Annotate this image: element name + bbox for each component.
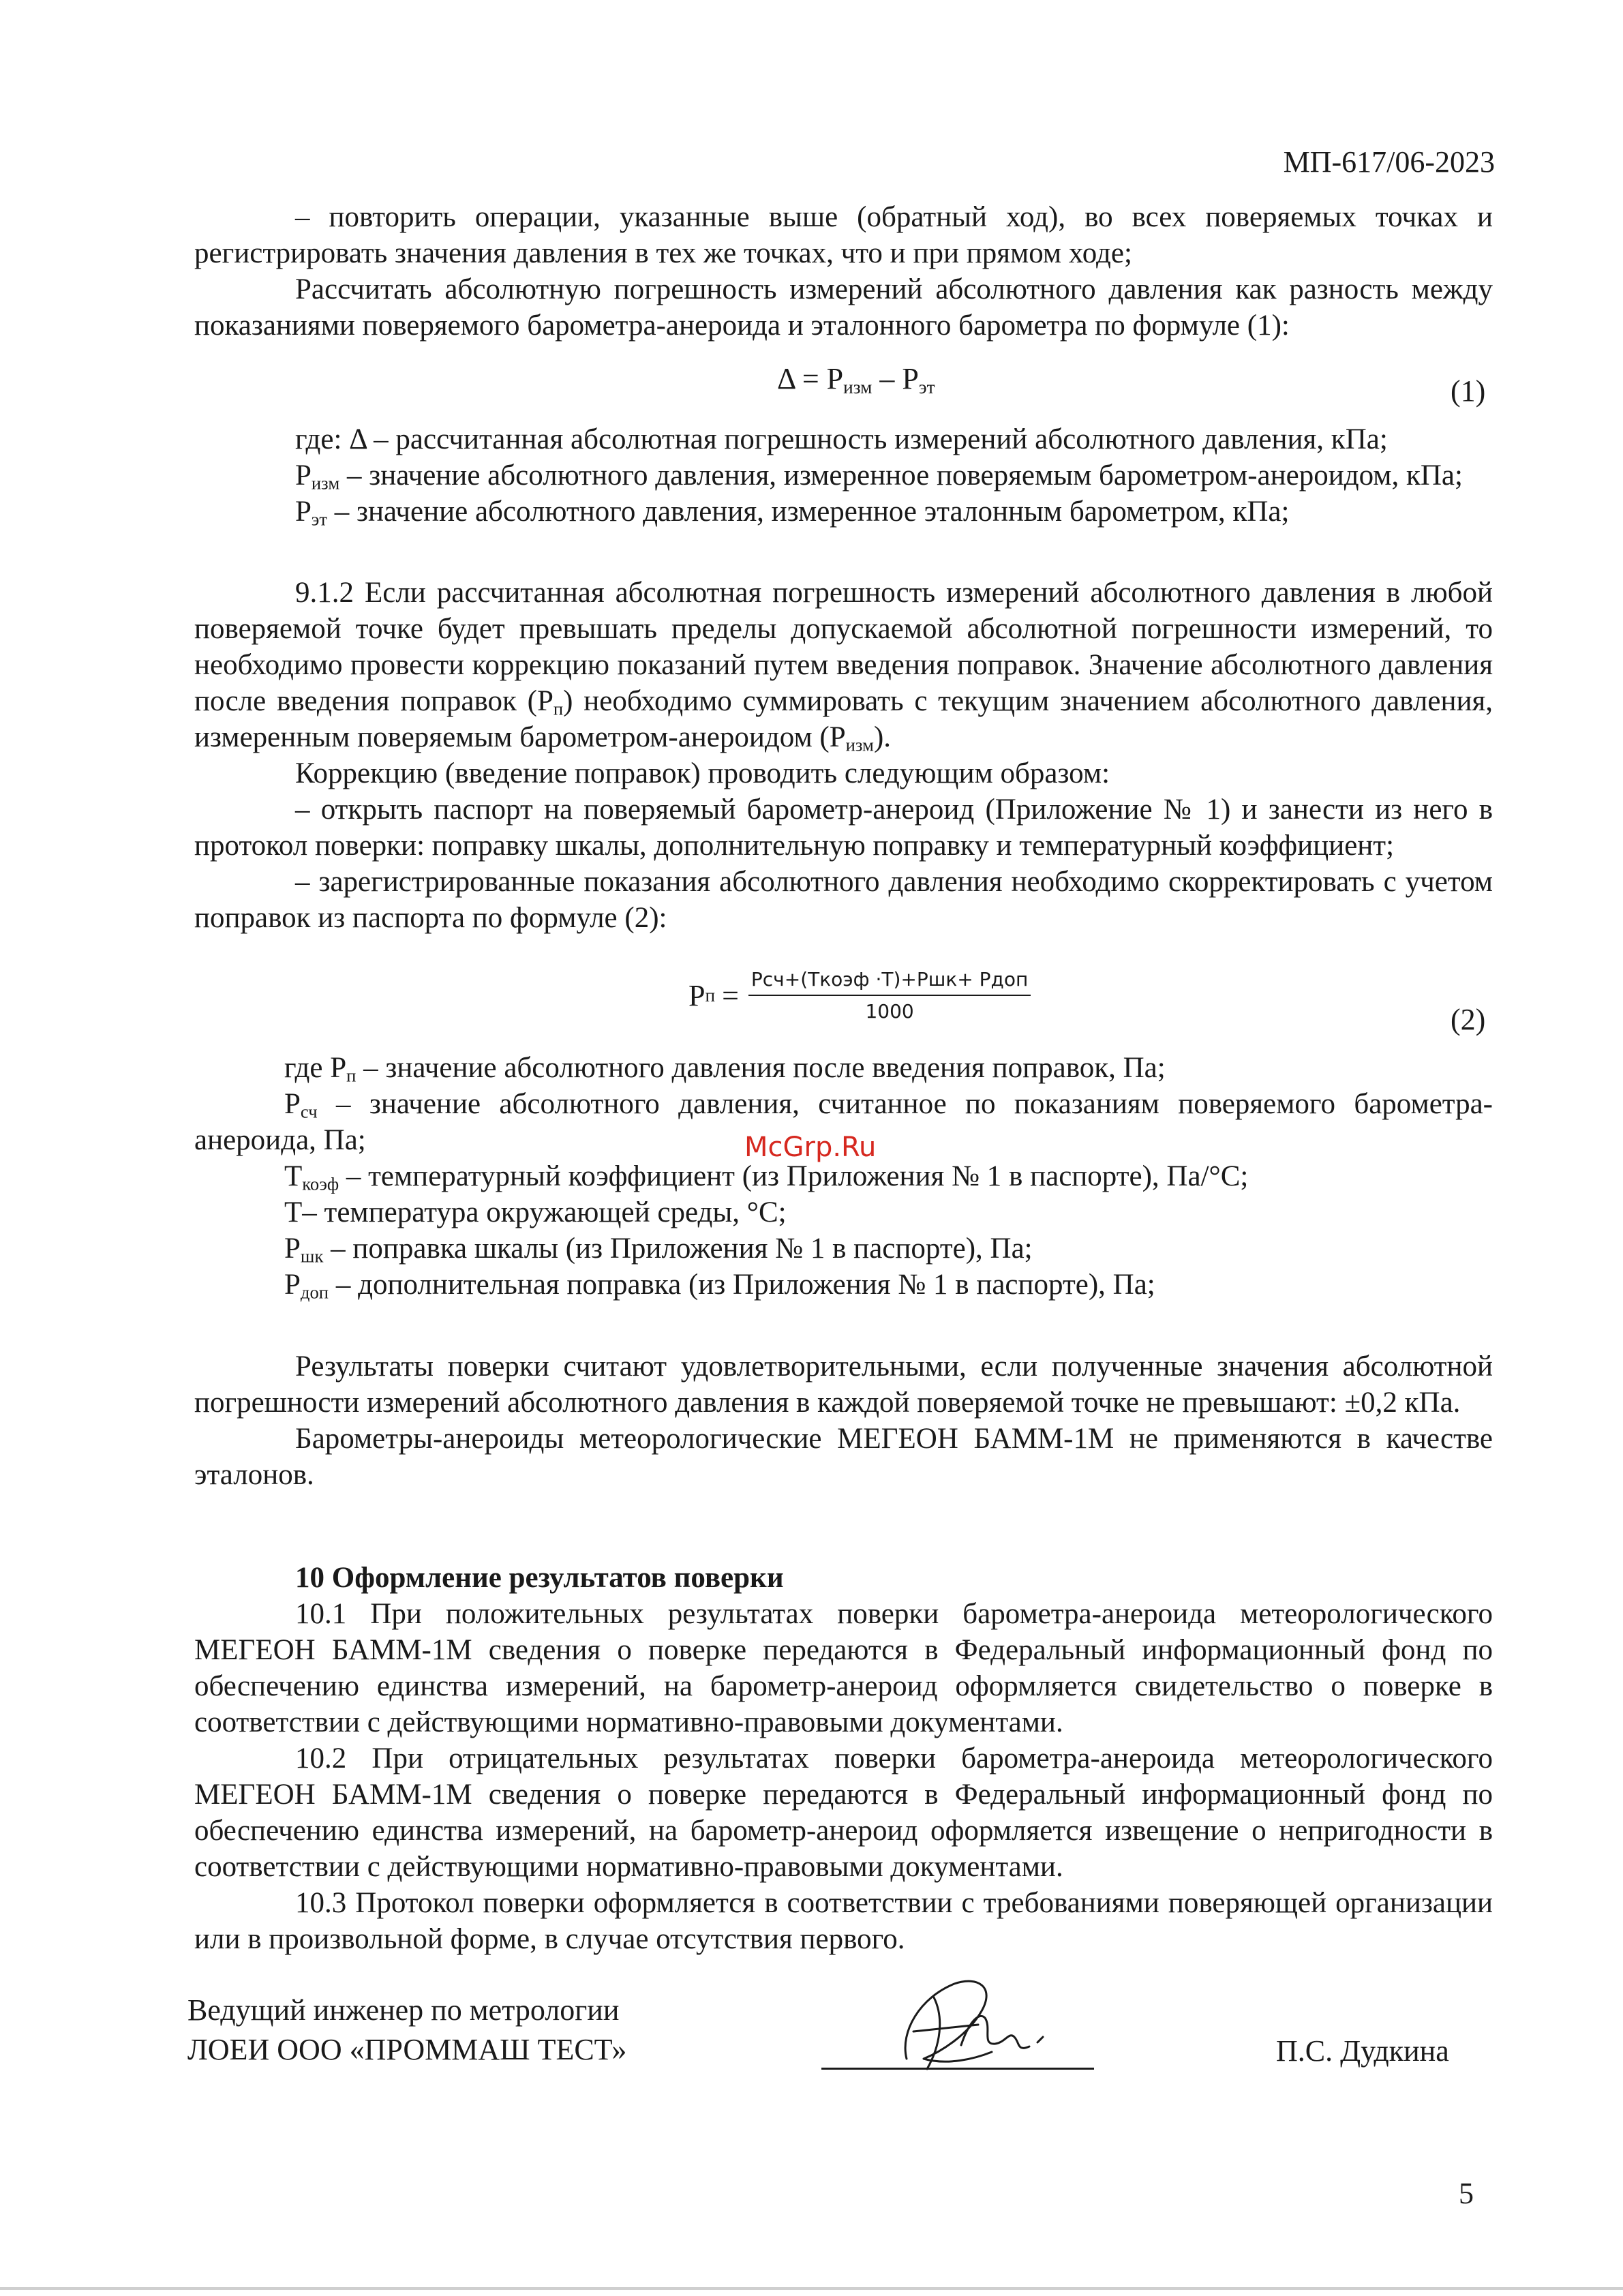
formula-2-fraction [748,968,1031,1023]
results-block [194,1348,1493,1493]
signature-line [821,2068,1094,2070]
scan-edge-divider [0,2287,1623,2290]
paragraph-10-2: 10.2 При отрицательных результатах поверки барометра-анероида метеорологического МЕГЕОН БАММ-1М сведения о поверке передаются в Федеральный информационный фонд по обеспечению единства измерений, на барометр-анероид оформляется извещение о непригодности в соответствии с действующими нормативно-правовыми документами. [194,1742,1493,1883]
legend-item: $P_{шк}$ – поправка шкалы (из Приложения № 1 в паспорте), Па; [284,1233,1033,1267]
paragraph-10-3: 10.3 Протокол поверки оформляется в соответствии с требованиями поверяющей организации или в произвольной форме, в случае отсутствия первого. [194,1887,1493,1955]
signatory-name: П.С. Дудкина [1276,2034,1449,2068]
signatory-position [187,1991,626,2070]
paragraph-reverse-pass: – повторить операции, указанные выше (обратный ход), во всех поверяемых точках и регистрировать значения давления в тех же точках, что и при прямом ходе; [194,201,1493,269]
paragraph-correction: Коррекцию (введение поправок) проводить следующим образом: [295,757,1110,789]
section-9-1-2 [194,575,1493,936]
formula-2-numerator: Pсч+(Tкоэф ·T)+Pшк+ Pдоп [748,968,1031,996]
legend-item: $P_{изм}$ – значение абсолютного давления, измеренное поверяемым барометром-анероидом, кПа; [295,459,1463,494]
legend-formula-1 [194,421,1493,530]
paragraph-results: Результаты поверки считают удовлетворительными, если полученные значения абсолютной погрешности измерений абсолютного давления в каждой поверяемой точке не превышают: ±0,2 кПа. [194,1350,1493,1419]
handwritten-signature [859,1957,1104,2086]
section-10-heading: 10 Оформление результатов поверки [295,1562,784,1594]
paragraph-registered-readings: – зарегистрированные показания абсолютного давления необходимо скорректировать с учетом поправок из паспорта по формуле (2): [194,866,1493,934]
paragraph-10-1: 10.1 При положительных результатах поверки барометра-анероида метеорологического МЕГЕОН БАММ-1М сведения о поверке передаются в Федеральный информационный фонд по обеспечению единства измерений, на барометр-анероид оформляется свидетельство о поверке в соответствии с действующими нормативно-правовыми документами. [194,1598,1493,1738]
legend-item: $P_{доп}$ – дополнительная поправка (из Приложения № 1 в паспорте), Па; [284,1269,1155,1303]
formula-2-number: (2) [1451,1003,1486,1036]
formula-2-denominator: 1000 [865,1000,914,1023]
legend-item: $P_{сч}$ – значение абсолютного давления, считанное по показаниям поверяемого барометра-анероида, Па; [194,1088,1493,1156]
page-number: 5 [1459,2177,1474,2210]
section-9-continued-top [194,199,1493,344]
legend-item: где: Δ – рассчитанная абсолютная погрешность измерений абсолютного давления, кПа; [295,423,1388,455]
legend-item: $P_{эт}$ – значение абсолютного давления, измеренное эталонным барометром, кПа; [295,496,1290,530]
section-10 [194,1560,1493,1957]
formula-2: P п = $\frac{\text{Pсч+(Tкоэф ·T)+Pшк+ Pдоп}}{1000}$ [688,968,1031,1023]
signatory-position-line1: Ведущий инженер по метрологии [187,1993,620,2027]
legend-item: T– температура окружающей среды, °С; [284,1196,787,1228]
document-code: МП-617/06-2023 [1283,145,1495,179]
legend-formula-2 [194,1050,1493,1303]
formula-1-number: (1) [1451,374,1486,408]
paragraph-9-1-2: 9.1.2 Если рассчитанная абсолютная погрешность измерений абсолютного давления в любой поверяемой точке будет превышать пределы допускаемой абсолютной погрешности измерений, то необходимо провести коррекцию показаний путем введения поправок. Значение абсолютного давления после введения поправок $(P_п)$ необходимо суммировать с текущим значением абсолютного давления, измеренным поверяемым барометром-анероидом $(P_{изм})$. [194,577,1493,755]
paragraph-calc-error: Рассчитать абсолютную погрешность измерений абсолютного давления как разность между показаниями поверяемого барометра-анероида и эталонного барометра по формуле (1): [194,273,1493,342]
paragraph-open-passport: – открыть паспорт на поверяемый барометр-анероид (Приложение № 1) и занести из него в протокол поверки: поправку шкалы, дополнительную поправку и температурный коэффициент; [194,794,1493,862]
legend-item: где $P_п$ – значение абсолютного давления после введения поправок, Па; [284,1052,1166,1086]
signatory-organization: ЛОЕИ ООО «ПРОММАШ ТЕСТ» [187,2033,627,2066]
paragraph-not-standards: Барометры-анероиды метеорологические МЕГЕОН БАММ-1М не применяются в качестве эталонов. [194,1423,1493,1491]
formula-1: $\Delta = P_{изм} - P_{эт}$ [777,362,935,397]
legend-item: $T_{коэф}$ – температурный коэффициент (из Приложения № 1 в паспорте), Па/°С; [284,1160,1249,1194]
watermark: McGrp.Ru [744,1132,877,1163]
